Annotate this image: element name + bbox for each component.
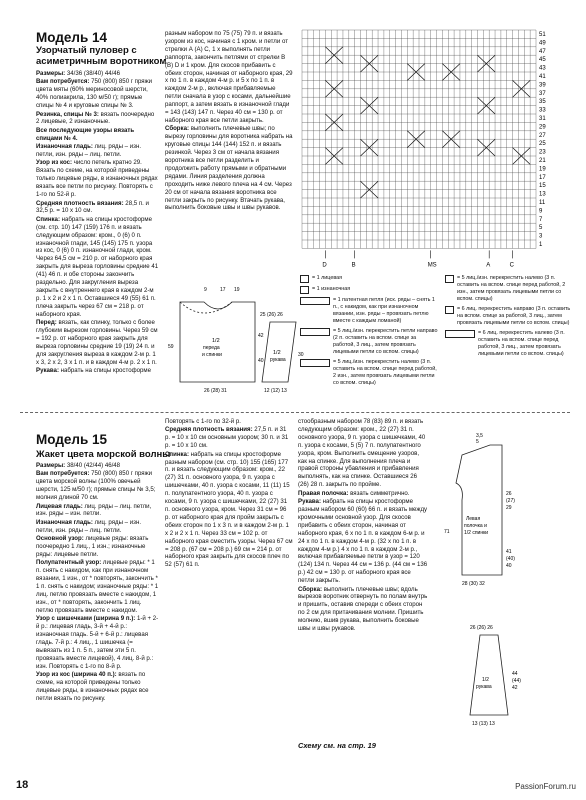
- paragraph: Правая полочка: вязать симметрично.: [298, 489, 410, 497]
- legend-item: [300, 275, 438, 283]
- svg-text:рукава: рукава: [476, 684, 492, 690]
- model15-subtitle: Жакет цвета морской волны: [36, 449, 171, 460]
- paragraph: Спинка: набрать на спицы кростоформе (см. стр. 10) 147 (159) 176 п. и вязать следующим образом: кром., 0 (6) 0 п. изнаночной глади, 145 (145) 175 п. узора из кос, 0 (6) 0 п. изнаночной глади, кром. Через 64,5 см = 210 р. от наборного края закрыть для выреза горловины средние 41 (41) 46 п. и обе стороны закончить раздельно. Для закругления выреза закрыть с внутреннего края в каждом 2-м р. 1 х 2 и 2 х 1 п. Оставшиеся 49 (55) 61 п. плеча закрыть через 67 см = 218 р. от наборного края.: [36, 215, 159, 318]
- paragraph: Размеры: 38/40 (42/44) 46/48: [36, 462, 121, 469]
- legend-left: [300, 275, 438, 390]
- legend-item: [300, 359, 438, 387]
- row-number: 11: [539, 200, 546, 206]
- legend-symbol-icon: [300, 328, 330, 336]
- legend-symbol-icon: [300, 359, 330, 367]
- svg-text:переда: переда: [203, 345, 220, 351]
- legend-right: [445, 275, 575, 361]
- legend-text: = 6 лиц. перекрестить налево (3 п. оставить на вспом. спице перед работой, 3 лиц., затем провязать лицевыми петли со вспом. спицы): [478, 330, 565, 357]
- svg-text:29: 29: [506, 505, 512, 511]
- svg-text:1/2 спинки: 1/2 спинки: [464, 530, 489, 536]
- svg-text:12 (12) 13: 12 (12) 13: [264, 388, 287, 394]
- legend-symbol-icon: [445, 330, 475, 338]
- footer-site: PassionForum.ru: [515, 782, 576, 791]
- legend-symbol-icon: [445, 275, 454, 283]
- legend-item: [445, 275, 575, 303]
- paragraph: Средняя плотность вязания: 28,5 п. и 32,5 р. = 10 х 10 см.: [36, 199, 149, 215]
- legend-text: = 6 лиц. перекрестить направо (3 п. оставить на вспом. спице за работой, 3 лиц., затем провязать лицевыми петли со вспом. спицы): [457, 306, 571, 326]
- svg-text:71: 71: [444, 529, 450, 535]
- row-number: 21: [539, 158, 546, 164]
- row-number: 13: [539, 191, 546, 198]
- paragraph: разным набором по 75 (75) 79 п. и вязать узором из кос, начиная с 1 кром. и петли от стрелки А (A) С, 1 х выполнять петли раппорта, закончить петлями от стрелки В (B) D и 1 кром. Для скосов прибавить с обеих сторон, начиная от наборного края, 29 х по 1 п. в каждом 4-м р. и 5 х по 1 п. в каждом 2-м р., включая прибавляемые петли сначала в узор с косами, дальнейшие раппорт, а затем вязать в изнаночной глади = 143 (143) 147 п. Через 40 см = 130 р. от наборного края все петли закрыть.: [165, 30, 293, 124]
- svg-text:13 (13) 13: 13 (13) 13: [472, 721, 495, 727]
- legend-text: = 5 лиц./изн. перекрестить петли направо (2 п. оставить на вспом. спице за работой, 3 лиц., затем провязать лицевыми петли со вспом. спицы): [333, 328, 438, 355]
- paragraph: Узор с шишечками (ширина 9 п.): 1-й + 2-й р.: лицевая гладь, 3-й + 4-й р.: изнаночная гладь. 5-й + 6-й р.: лицевая гладь. 7-й р.: 4 лиц., 1 шишечка (= вывязать из 1 п. 5 п., затем эти 5 п. провязать вместе лицевой), 4 лиц. 8-й р.: изн. Повторять с 1-го по 8-й р.: [36, 615, 159, 670]
- model15-col1: [36, 462, 159, 703]
- legend-text: = 1 патентная петля (иск. ряды – снять 1 п., с накидом, как при изнаночном вязании, изн. ряды – провязать петлю вместе с каждым ломаной): [333, 297, 435, 324]
- svg-text:30: 30: [298, 352, 304, 358]
- svg-text:42: 42: [258, 333, 264, 339]
- paragraph: Изнаночная гладь: лиц. ряды – изн. петли, изн. ряды – лиц. петли.: [36, 518, 142, 534]
- row-number: 15: [539, 183, 546, 190]
- legend-symbol-icon: [300, 286, 309, 294]
- arrow-label: D: [322, 262, 327, 269]
- row-number: 49: [539, 40, 546, 47]
- paragraph: Сборка: выполнить плечевые швы; по вырезу горловины для воротника набрать на круговые спицы 144 (144) 152 п. и вязать резинкой. Через 3 см от начала вязания воротника все петли разделить и продолжить работу прямыми и обратными рядами. Линия разделения должна проходить ниже левого плеча на 4 см. Через 20 см от начала вязания воротника все петли закрыть по рисунку. Втачать рукава, выполнить боковые швы и швы рукавов.: [165, 125, 293, 212]
- schematic-model14: [160, 282, 304, 400]
- model14-col1: [36, 70, 159, 375]
- row-number: 23: [539, 149, 546, 156]
- row-number: 25: [539, 141, 546, 148]
- legend-symbol-icon: [300, 275, 309, 283]
- row-number: 17: [539, 174, 546, 181]
- legend-item: [300, 297, 438, 325]
- legend-symbol-icon: [445, 306, 454, 314]
- paragraph: Средняя плотность вязания: 27,5 п. и 31 р. = 10 х 10 см основным узором; 30 п. и 31 р. = 10 х 10 см.: [165, 426, 289, 450]
- svg-text:26 (26) 26: 26 (26) 26: [470, 625, 493, 631]
- paragraph: Вам потребуется: 750 (800) 850 г пряжи цвета морской волны (100% овечьей шерсти, 125 м/50 г); прямые спицы № 3,5; молния длиной 70 см.: [36, 470, 156, 502]
- svg-text:Левая: Левая: [466, 516, 481, 522]
- model15-col3: [298, 418, 428, 633]
- model15-col2: [165, 418, 293, 570]
- row-number: 35: [539, 99, 546, 106]
- paragraph: Все последующие узоры вязать спицами № 4.: [36, 126, 135, 142]
- svg-text:9: 9: [204, 287, 207, 293]
- paragraph: Рукава: набрать на спицы кростоформе разным набором 60 (60) 66 п. и вязать между кромочными основной узор. Для скосов прибавить с обеих сторон, начиная от наборного края, 6 х по 1 п. в каждом 6-м р. и 24 х по 1 п. в каждом 4-м р. (32 х по 1 п. в каждом 4-м р.) 4 х по 1 п. в каждом 2-м р., включая прибавляемые петли в узор = 120 (124) 134 п. Через 44 см = 136 р. (44 см = 136 р.) 42 см = 130 р. от наборного края все петли закрыть.: [298, 498, 428, 585]
- svg-text:рукава: рукава: [270, 357, 286, 363]
- legend-item: [445, 306, 575, 327]
- paragraph: Полупатентный узор: лицевые ряды: * 1 п. снять с накидом, как при изнаночном вязании, 1 изн., от * повторять, закончить * 1 п. снять с накидом; изнаночные ряды: * 1 лиц. петлю провязать вместе с накидом, 1 изн., от * повторять, закончить 1 лиц. петлю провязать вместе с накидом.: [36, 559, 159, 614]
- row-number: 33: [539, 107, 546, 114]
- paragraph: Изнаночная гладь: лиц. ряды – изн. петли, изн. ряды – лиц. петли.: [36, 143, 142, 159]
- arrow-label: B: [351, 262, 356, 269]
- svg-text:44: 44: [512, 671, 518, 677]
- row-number: 3: [539, 233, 543, 240]
- svg-text:полочка и: полочка и: [464, 523, 487, 529]
- svg-text:(27): (27): [506, 498, 515, 504]
- section-divider: [20, 412, 570, 413]
- row-number: 39: [539, 82, 546, 89]
- arrow-label: C: [509, 262, 514, 269]
- model14-title: Модель 14: [36, 30, 108, 45]
- schema-note: Схему см. на стр. 19: [298, 741, 376, 750]
- svg-text:26: 26: [506, 491, 512, 497]
- svg-text:и спинки: и спинки: [202, 352, 222, 358]
- svg-text:19: 19: [234, 287, 240, 293]
- paragraph: Резинка, спицы № 3: вязать поочередно 2 лицевые, 2 изнаночные.: [36, 110, 155, 126]
- page-number: 18: [16, 779, 29, 791]
- svg-text:1/2: 1/2: [273, 350, 281, 356]
- front-label-1: 1/2: [212, 338, 220, 344]
- row-number: 37: [539, 90, 546, 97]
- cable-chart: [300, 28, 564, 268]
- svg-text:17: 17: [220, 287, 226, 293]
- legend-text: = 1 изнаночная: [312, 286, 351, 292]
- legend-text: = 5 лиц./изн. перекрестить налево (3 п. оставить на вспом. спице перед работой, 2 изн., затем провязать лицевыми петли со вспом. спицы): [333, 359, 437, 386]
- row-number: 19: [539, 166, 546, 173]
- model14-col2: [165, 30, 293, 213]
- svg-text:28 (30) 32: 28 (30) 32: [462, 581, 485, 587]
- paragraph: Спинка: набрать на спицы кростоформе разным набором (см. стр. 10) 155 (165) 177 п. и вязать следующим образом: кром., 22 (27) 31 п. основного узора, 9 п. узора с шишечками, 40 п. узора с косами, 11 (11) 15 п. полупатентного узора, 40 п. узора с косами, 9 п. узора с шишечками, 22 (27) 31 п. основного узора, кром. Через 31 см = 96 р. от наборного края для пройм закрыть с обеих сторон по 1 х 3 п. и в каждом 2-м р. 1 х 2 и 2 х 1 п. Через 33 см = 102 р. от наборного края сместить узоры. Через 67 см = 208 р. (67 см = 208 р.) 69 см = 214 р. от наборного края закрыть для скосов плеч по 52 (57) 61 п.: [165, 450, 293, 569]
- svg-text:(44): (44): [512, 678, 521, 684]
- row-number: 45: [539, 57, 546, 64]
- arrow-label: A: [486, 262, 491, 269]
- row-number: 43: [539, 65, 546, 72]
- svg-text:1/2: 1/2: [482, 677, 489, 683]
- svg-text:25 (26) 26: 25 (26) 26: [260, 312, 283, 318]
- legend-item: [300, 286, 438, 294]
- row-number: 1: [539, 242, 543, 248]
- svg-text:(40): (40): [506, 556, 515, 562]
- row-number: 51: [539, 32, 546, 38]
- shelf-piece: [456, 445, 502, 575]
- svg-text:3,5: 3,5: [476, 433, 483, 439]
- svg-text:5: 5: [476, 439, 479, 445]
- paragraph: Узор из кос (ширина 40 п.): вязать по схеме, на которой приведены только лицевые ряды, в изнаночных рядах все петли вязать по рисунку.: [36, 671, 149, 702]
- legend-text: = 1 лицевая: [312, 275, 343, 281]
- paragraph: Перед: вязать, как спинку, только с более глубоким вырезом горловины. Через 59 см = 192 р. от наборного края закрыть для выреза горловины средние 19 (19) 24 п. и для закругления выреза в каждом 2-м р. 1 х 3, 2 х 2, 3 х 1 п. и в каждом 4-м р. 2 х 1 п.: [36, 319, 158, 366]
- row-number: 9: [539, 208, 543, 215]
- paragraph: Рукава: набрать на спицы кростоформе: [36, 367, 151, 375]
- model14-subtitle: Узорчатый пуловер с асиметричным воротником: [36, 45, 167, 67]
- paragraph: Размеры: 34/36 (38/40) 44/46: [36, 70, 121, 77]
- paragraph: Основной узор: лицевые ряды: вязать поочередно 1 лиц., 1 изн.; изнаночные ряды: лицевые петли.: [36, 535, 149, 558]
- svg-text:41: 41: [506, 549, 512, 555]
- row-number: 7: [539, 216, 543, 223]
- legend-item: [445, 330, 575, 358]
- legend-symbol-icon: [300, 297, 330, 305]
- svg-text:26 (28) 31: 26 (28) 31: [204, 388, 227, 394]
- row-number: 27: [539, 132, 546, 139]
- svg-text:59: 59: [168, 344, 174, 350]
- row-number: 31: [539, 116, 546, 122]
- paragraph: стообразным набором 78 (83) 89 п. и вязать следующим образом: кром., 22 (27) 31 п. основного узора, 9 п. узора с шишечками, 40 п. узора с косами, 5 (5) 7 п. полупатентного узора, кром. Выполнить смещение узоров, как на спинке. Для выполнения плеча и правой стороны убавления и прибавления выполнять, как на спинке. Оставшиеся 26 (26) 28 п. закрыть по пройме.: [298, 418, 426, 489]
- paragraph: Сборка: выполнить плечевые швы; вдоль вырезов воротник отвернуть по полам внутрь и пришить, оставив спереди с обеих сторон по 2 см для притачивания молнии. Пришить молнию, вшив рукава, выполнить боковые швы и швы рукавов.: [298, 585, 428, 633]
- legend-item: [300, 328, 438, 356]
- svg-text:40: 40: [258, 358, 264, 364]
- schematic-model15: [440, 425, 575, 765]
- row-number: 5: [539, 225, 543, 232]
- legend-text: = 5 лиц./изн. перекрестить налево (3 п. оставить на вспом. спице перед работой, 2 изн., затем провязать лицевыми петли со вспом. спицы): [457, 275, 566, 302]
- svg-text:40: 40: [506, 563, 512, 569]
- model15-title: Модель 15: [36, 432, 108, 447]
- paragraph: Узор из кос: число петель кратно 29. Вязать по схеме, на которой приведены только лицевые ряды, в изнаночных рядах вязать все петли по рисунку. Повторять с 1-го по 52-й р.: [36, 159, 158, 199]
- paragraph: Лицевая гладь: лиц. ряды – лиц. петли, изн. ряды – изн. петли.: [36, 502, 152, 518]
- sleeve-piece-15: [470, 635, 508, 715]
- row-number: 41: [539, 74, 546, 80]
- svg-text:42: 42: [512, 685, 518, 691]
- paragraph: Повторять с 1-го по 32-й р.: [165, 418, 241, 425]
- paragraph: Вам потребуется: 750 (800) 850 г пряжи цвета мяты (60% мериносовой шерсти, 40% полиакрила, 130 м/50 г); прямые спицы № 4 и круговые спицы № 3.: [36, 78, 153, 110]
- arrow-label: MS: [427, 262, 437, 269]
- row-number: 29: [539, 124, 546, 131]
- row-number: 47: [539, 48, 546, 55]
